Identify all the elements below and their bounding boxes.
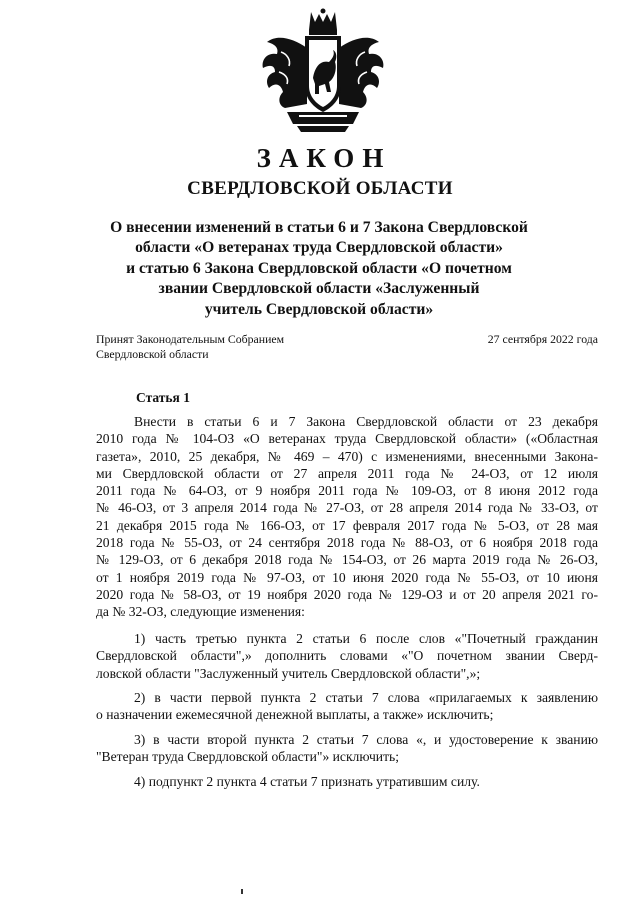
article-item-3: [96, 731, 598, 766]
text-line: 2011 года № 64-ОЗ, от 9 ноября 2011 года № 109-ОЗ, от 8 июня 2012 года: [96, 483, 598, 499]
subject-line: звании Свердловской области «Заслуженный: [158, 280, 480, 298]
text-line: Свердловской области",» дополнить словами «"О почетном звании Сверд-: [96, 648, 598, 664]
text-line: ми Свердловской области от 27 апреля 2011 года № 24-ОЗ, от 12 июля: [96, 465, 598, 481]
text-line: ловской области "Заслуженный учитель Свердловской области",»;: [96, 665, 481, 681]
subject-line: О внесении изменений в статьи 6 и 7 Закона Свердловской: [110, 219, 528, 236]
subject-line: и статью 6 Закона Свердловской области «О почетном: [126, 259, 512, 277]
text-line: 1) часть третью пункта 2 статьи 6 после слов «"Почетный гражданин: [134, 631, 598, 646]
text-line: № 46-ОЗ, от 3 апреля 2014 года № 27-ОЗ, от 28 апреля 2014 года № 33-ОЗ, от: [96, 500, 598, 516]
adoption-body: [96, 332, 284, 362]
text-line: 2020 года № 58-ОЗ, от 19 ноября 2020 года № 129-ОЗ и от 20 апреля 2021 го-: [96, 586, 598, 602]
text-line: Внести в статьи 6 и 7 Закона Свердловской области от 23 декабря: [134, 414, 598, 429]
article-item-4: [96, 773, 598, 790]
text-line: газета», 2010, 25 декабря, № 469 – 470) с изменениями, внесенными Закона-: [96, 448, 598, 464]
article-intro: [96, 413, 598, 621]
adoption-line: Свердловской области: [96, 347, 209, 361]
text-line: 4) подпункт 2 пункта 4 статьи 7 признать утратившим силу.: [134, 774, 480, 789]
text-line: № 129-ОЗ, от 6 декабря 2018 года № 154-ОЗ, от 26 марта 2019 года № 26-ОЗ,: [96, 552, 598, 568]
law-subject: [96, 218, 542, 320]
text-line: от 1 ноября 2019 года № 97-ОЗ, от 10 июня 2020 года № 55-ОЗ, от 10 июня: [96, 569, 598, 585]
text-line: 21 декабря 2015 года № 166-ОЗ, от 17 февраля 2017 года № 5-ОЗ, от 28 мая: [96, 517, 598, 533]
article-item-1: [96, 630, 598, 682]
text-line: 2010 года № 104-ОЗ «О ветеранах труда Свердловской области» («Областная: [96, 431, 598, 447]
coat-of-arms-icon: [257, 8, 389, 133]
article-heading: Статья 1: [136, 390, 190, 405]
text-line: "Ветеран труда Свердловской области"» исключить;: [96, 749, 399, 765]
region-name: СВЕРДЛОВСКОЙ ОБЛАСТИ: [187, 178, 453, 199]
text-line: о назначении ежемесячной денежной выплаты, а также» исключить;: [96, 707, 494, 723]
article-item-2: [96, 689, 598, 724]
text-line: 2) в части первой пункта 2 статьи 7 слова «прилагаемых к заявлению: [134, 690, 598, 705]
law-title: ЗАКОН: [256, 143, 392, 173]
scan-mark: [241, 889, 243, 894]
adoption-line: Принят Законодательным Собранием: [96, 332, 285, 346]
text-line: 2018 года № 55-ОЗ, от 24 сентября 2018 года № 88-ОЗ, от 6 ноября 2018 года: [96, 535, 598, 551]
text-line: да № 32-ОЗ, следующие изменения:: [96, 604, 305, 620]
text-line: 3) в части второй пункта 2 статьи 7 слова «, и удостоверение к званию: [134, 732, 598, 747]
subject-line: учитель Свердловской области»: [204, 300, 434, 318]
adoption-date: 27 сентября 2022 года: [487, 332, 598, 346]
subject-line: области «О ветеранах труда Свердловской области»: [135, 239, 503, 257]
